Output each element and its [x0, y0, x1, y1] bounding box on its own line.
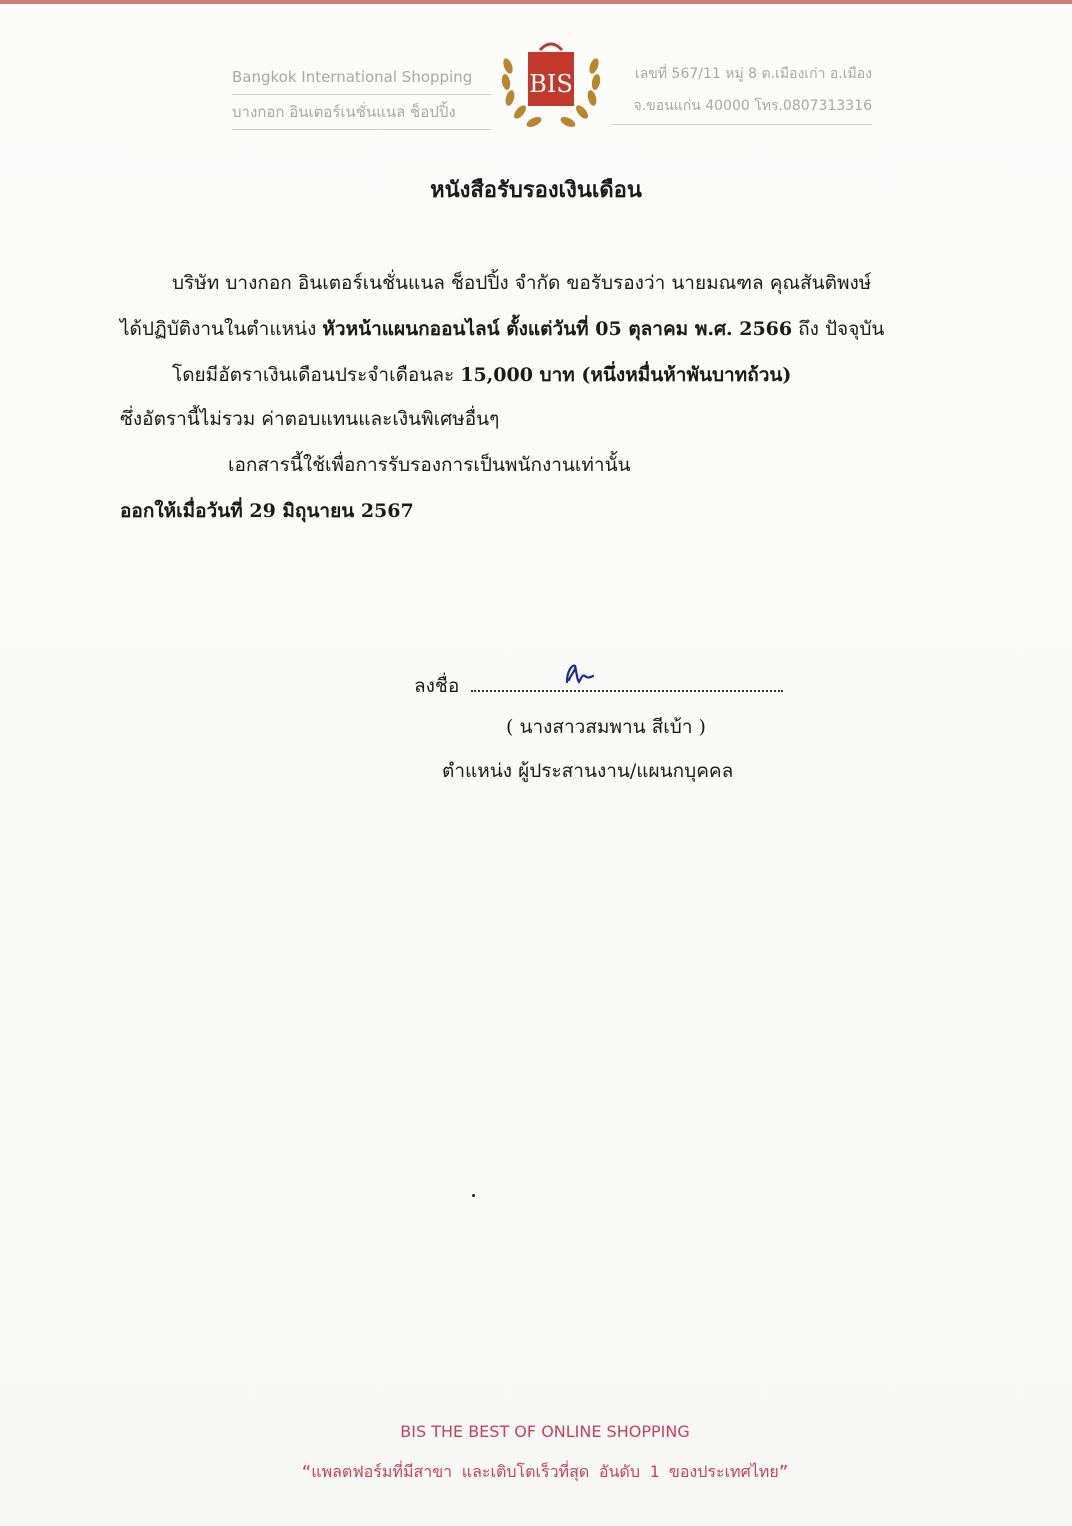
position-and-start-date: หัวหน้าแผนกออนไลน์ ตั้งแต่วันที่ 05 ตุลาคม พ.ศ. 2566	[322, 318, 793, 340]
body-line-3	[172, 360, 791, 390]
employment-until: ถึง ปัจจุบัน	[792, 318, 885, 340]
letterhead-divider	[232, 129, 492, 130]
stray-mark	[472, 1194, 475, 1197]
page-top-edge	[0, 0, 1072, 4]
position-label: ได้ปฏิบัติงานในตำแหน่ง	[120, 318, 323, 340]
salary-label: โดยมีอัตราเงินเดือนประจำเดือนละ	[172, 364, 461, 386]
logo-text: BIS	[529, 70, 573, 98]
company-name-th: บางกอก อินเตอร์เนชั่นแนล ช็อปปิ้ง	[232, 103, 456, 121]
footer-slogan-en: BIS THE BEST OF ONLINE SHOPPING	[400, 1422, 690, 1441]
salary-amount: 15,000 บาท (หนึ่งหมื่นห้าพันบาทถ้วน)	[460, 364, 792, 386]
signature-line	[471, 670, 783, 692]
issue-date: ออกให้เมื่อวันที่ 29 มิถุนายน 2567	[120, 500, 414, 522]
signature-row	[414, 670, 783, 701]
body-line-1: บริษัท บางกอก อินเตอร์เนชั่นแนล ช็อปปิ้ง จำกัด ขอรับรองว่า นายมณฑล คุณสันติพงษ์	[172, 272, 872, 294]
letterhead-divider	[612, 124, 872, 125]
handwritten-signature-icon	[563, 660, 595, 686]
body-line-4: ซึ่งอัตรานี้ไม่รวม ค่าตอบแทนและเงินพิเศษอื่นๆ	[120, 408, 500, 430]
body-line-5: เอกสารนี้ใช้เพื่อการรับรองการเป็นพนักงานเท่านั้น	[228, 454, 631, 476]
letterhead-address	[612, 58, 872, 127]
address-line-2: จ.ขอนแก่น 40000 โทร.0807313316	[633, 98, 872, 114]
address-line-1: เลขที่ 567/11 หมู่ 8 ต.เมืองเก่า อ.เมือง	[634, 66, 872, 82]
document-title: หนังสือรับรองเงินเดือน	[430, 177, 642, 203]
body-line-2	[120, 314, 884, 344]
bis-logo	[494, 36, 608, 136]
letterhead-company	[232, 62, 492, 132]
company-name-en: Bangkok International Shopping	[232, 68, 473, 86]
signature-label: ลงชื่อ	[414, 675, 460, 697]
letterhead-divider	[232, 94, 492, 95]
signer-position: ตำแหน่ง ผู้ประสานงาน/แผนกบุคคล	[442, 760, 734, 782]
footer-slogan-th: “แพลตฟอร์มที่มีสาขา และเติบโตเร็วที่สุด อันดับ 1 ของประเทศไทย”	[301, 1462, 789, 1481]
signer-name: ( นางสาวสมพาน สีเบ้า )	[506, 716, 706, 738]
bag-handle-icon	[540, 44, 562, 50]
